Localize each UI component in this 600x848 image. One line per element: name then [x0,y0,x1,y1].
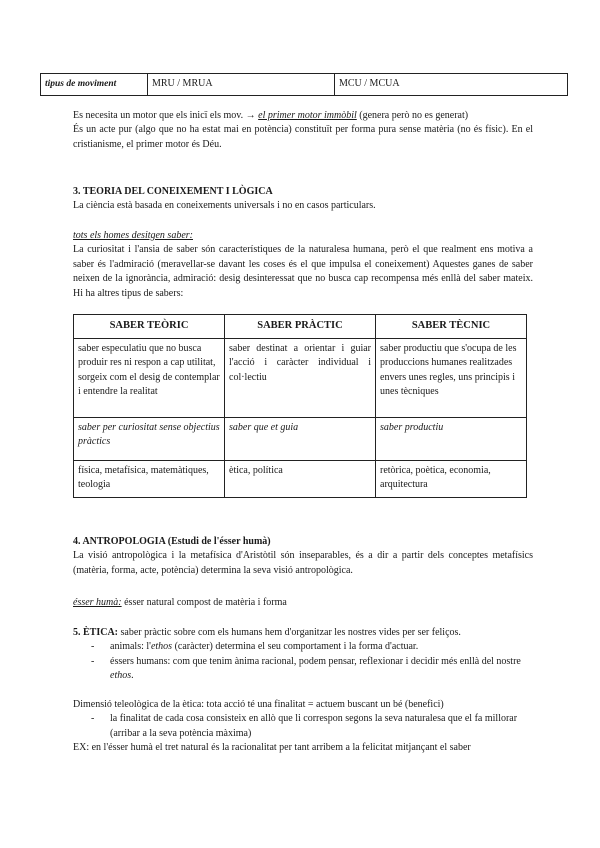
example-line: EX: en l'ésser humà el tret natural és la racionalitat per tant arribem a la felicitat mitjançant el saber [73,742,471,754]
section-4-heading: 4. ANTROPOLOGIA (Estudi de l'ésser humà) [73,536,271,547]
section-5 [73,626,533,684]
teleological-section [73,698,533,756]
table-cell: saber destinat a orientar i guiar l'acció i caràcter individual i col·lectiu [225,339,376,418]
section-3-line: La ciència està basada en coneixements universals i no en casos particulars. [73,200,376,212]
first-mover-term: el primer motor immòbil [258,110,357,121]
section-5-intro-text: saber pràctic sobre com els humans hem d'organitzar les nostres vides per ser feliços. [118,627,461,638]
table-row [74,461,527,498]
teleological-line: Dimensió teleològica de la ètica: tota acció té una finalitat = actuem buscant un bé (benefici) [73,699,444,710]
table-cell: saber especulatiu que no busca produir res ni respon a cap utilitat, sorgeix com el desig de contemplar i entendre la realitat [74,339,225,418]
first-mover-note: (genera però no es generat) [356,110,469,121]
table-cell: saber productiu [376,418,527,461]
knowledge-types-table [73,314,527,498]
header-saber-practic: SABER PRÀCTIC [225,315,376,339]
table-row [74,418,527,461]
pure-act-paragraph: És un acte pur (algo que no ha estat mai en potència) constituït per forma pura sense matèria (no és físic). En el cristianisme, el primer motor és Déu. [73,124,533,150]
ethos-term: ethos [110,670,132,682]
movement-type-table [40,73,568,96]
list-item-text: la finalitat de cada cosa consisteix en allò que li correspon segons la seva naturalesa que el fa millorar (arribar a la seva potència màxima) [110,713,518,739]
list-item-text: . [131,670,134,682]
table-header-row [74,315,527,339]
table-cell: saber per curiositat sense objectius pràctics [74,418,225,461]
ethos-term: ethos [150,641,173,653]
human-being-text: ésser natural compost de matèria i forma [121,597,287,608]
list-item [73,655,533,684]
section-4-paragraph: La visió antropològica i la metafísica d'Aristòtil són inseparables, és a dir a partir dels conceptes metafísics (matèria, forma, acte, potència) determina la seva visió antropològica. [73,550,533,576]
section-3-subtitle: tots els homes desitgen saber: [73,230,193,241]
teleological-list [73,712,533,741]
intro-paragraph [73,109,533,152]
table-cell: ètica, política [225,461,376,498]
first-mover-line [73,109,533,123]
table-row [74,339,527,418]
table-cell: física, metafísica, matemàtiques, teologia [74,461,225,498]
dash-bullet: - [91,713,95,725]
header-saber-teoric: SABER TEÒRIC [74,315,225,339]
section-4 [73,535,533,578]
section-5-heading: 5. ÈTICA: [73,627,119,638]
section-3-body [73,229,533,301]
section-3 [73,185,533,214]
dash-bullet: - [91,655,95,667]
list-item-text: animals: l' [110,641,151,653]
table-cell: saber que et guia [225,418,376,461]
table-cell: retòrica, poètica, economia, arquitectura [376,461,527,498]
list-item [73,640,533,654]
table-cell: saber productiu que s'ocupa de les produccions humanes realitzades envers unes regles, uns principis i unes tècniques [376,339,527,418]
section-5-intro [73,626,533,640]
list-item-text: (caràcter) determina el seu comportament i la forma d'actuar. [172,641,419,653]
movement-type-label: tipus de moviment [41,74,148,96]
ethos-list [73,640,533,683]
dash-bullet: - [91,641,95,653]
table-row [41,74,568,96]
first-mover-text: Es necesita un motor que els inicï els mov. → [73,110,259,121]
list-item [73,712,533,741]
list-item-text: éssers humans: com que tenim ànima racional, podem pensar, reflexionar i decidir més enllà del nostre [110,655,521,667]
header-saber-tecnic: SABER TÈCNIC [376,315,527,339]
human-being-definition [73,596,533,610]
human-being-line [73,596,533,610]
movement-type-mru: MRU / MRUA [148,74,335,96]
section-3-paragraph: La curiositat i l'ansia de saber són característiques de la naturalesa humana, però el que realment ens motiva a saber és l'admiració (meravellar-se davant les coses és el que impulsa el coneixement) Aquestes ganes de saber neixen de la ignorància, admiració: desig desinteressat que no busca cap recompensa més enllà del saber mateix. Hi ha altres tipus de sabers: [73,244,533,299]
section-3-heading: 3. TEORIA DEL CONEIXEMENT I LÒGICA [73,186,273,197]
movement-type-mcu: MCU / MCUA [335,74,568,96]
human-being-term: ésser humà: [73,597,122,608]
